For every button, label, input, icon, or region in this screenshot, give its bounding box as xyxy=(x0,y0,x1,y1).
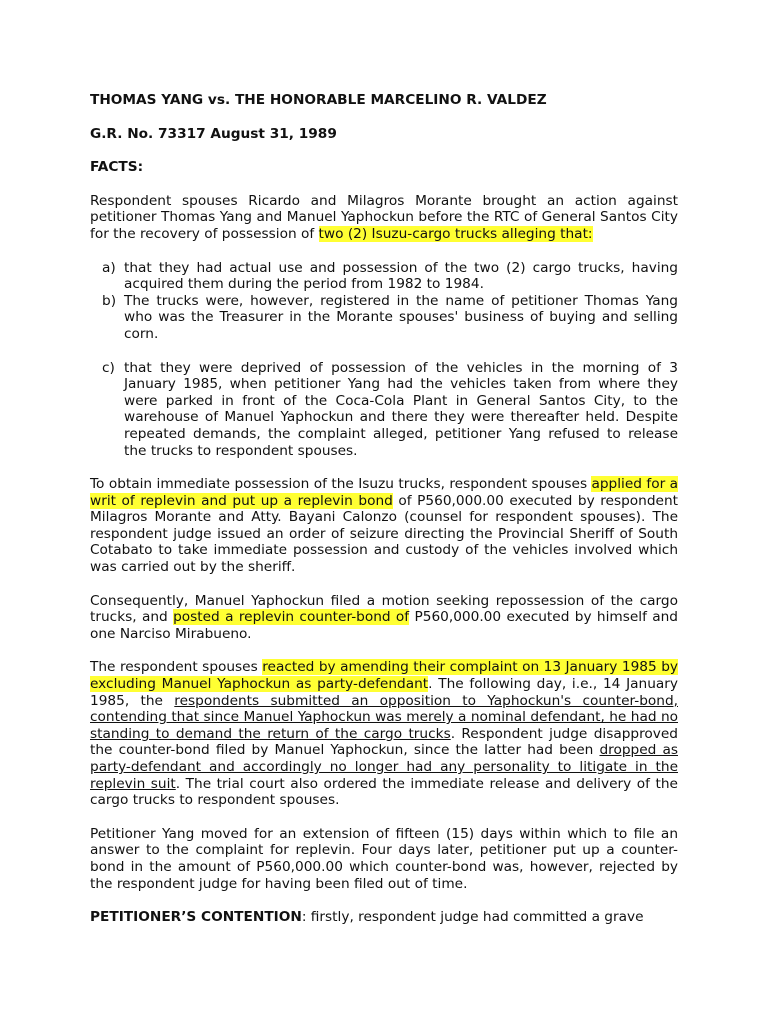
contention-label: PETITIONER’S CONTENTION xyxy=(90,909,302,926)
allegations-list-continued xyxy=(90,360,678,460)
petitioner-contention xyxy=(90,909,678,926)
contention-text: : firstly, respondent judge had committed a grave xyxy=(301,909,644,926)
p3-after: P560,000.00 executed by himself and one Narciso Mirabueno. xyxy=(90,609,678,642)
facts-paragraph-3 xyxy=(90,593,678,643)
list-marker-a: a) xyxy=(102,259,116,276)
list-item-a xyxy=(90,260,678,293)
allegations-list xyxy=(90,260,678,343)
list-text-b: The trucks were, however, registered in the name of petitioner Thomas Yang who was the Treasurer in the Morante spouses' business of buying and selling corn. xyxy=(124,292,678,342)
list-item-c xyxy=(90,360,678,460)
case-number: G.R. No. 73317 August 31, 1989 xyxy=(90,125,337,142)
p3-before: Consequently, Manuel Yaphockun filed a motion seeking repossession of the cargo trucks, and xyxy=(90,592,678,626)
p4-underline-1: respondents submitted an opposition to Yaphockun's counter-bond, contending that since Manuel Yaphockun was merely a nominal defendant, he had no standing to demand the return of the cargo trucks xyxy=(90,692,678,742)
p1-highlight: two (2) Isuzu-cargo trucks alleging that: xyxy=(318,225,593,242)
document-body xyxy=(90,92,678,926)
list-marker-c: c) xyxy=(102,359,115,376)
p2-highlight: applied for a writ of replevin and put up a replevin bond xyxy=(90,476,678,509)
list-text-c: that they were deprived of possession of the vehicles in the morning of 3 January 1985, when petitioner Yang had the vehicles taken from where they were parked in front of the Coca-Cola Plant in General Santos City, to the warehouse of Manuel Yaphockun and there they were thereafter held. Despite repeated demands, the complaint alleged, petitioner Yang refused to release the trucks to respondent spouses. xyxy=(124,359,678,459)
p4-before: The respondent spouses xyxy=(90,659,263,676)
case-title: THOMAS YANG vs. THE HONORABLE MARCELINO R. VALDEZ xyxy=(90,92,547,108)
p4-underline-2: dropped as party-defendant and accordingly no longer had any personality to litigate in the replevin suit xyxy=(90,742,678,792)
p2-before: To obtain immediate possession of the Isuzu trucks, respondent spouses xyxy=(90,476,592,493)
list-item-b xyxy=(90,293,678,343)
facts-paragraph-5: Petitioner Yang moved for an extension of fifteen (15) days within which to file an answer to the complaint for replevin. Four days later, petitioner put up a counter-bond in the amount of P560,000.00 which counter-bond was, however, rejected by the respondent judge for having been filed out of time. xyxy=(90,825,678,892)
p4-highlight: reacted by amending their complaint on 13 January 1985 by excluding Manuel Yaphockun as party-defendant xyxy=(90,659,678,693)
p3-highlight: posted a replevin counter-bond of xyxy=(173,609,410,626)
list-text-a: that they had actual use and possession of the two (2) cargo trucks, having acquired them during the period from 1982 to 1984. xyxy=(124,259,678,293)
p4-after: . The trial court also ordered the immediate release and delivery of the cargo trucks to respondent spouses. xyxy=(90,775,678,809)
facts-paragraph-4 xyxy=(90,659,678,808)
p1-text: Respondent spouses Ricardo and Milagros Morante brought an action against petitioner Thomas Yang and Manuel Yaphockun before the RTC of General Santos City for the recovery of possession of xyxy=(90,192,678,242)
facts-heading: FACTS: xyxy=(90,159,144,176)
facts-paragraph-1 xyxy=(90,193,678,243)
facts-paragraph-2 xyxy=(90,476,678,576)
p4-mid2: . Respondent judge disapproved the counter-bond filed by Manuel Yaphockun, since the latter had been xyxy=(90,725,678,759)
p4-mid1: . The following day, i.e., 14 January 1985, the xyxy=(90,676,678,709)
list-marker-b: b) xyxy=(102,292,117,309)
p2-after: of P560,000.00 executed by respondent Milagros Morante and Atty. Bayani Calonzo (counsel for respondent spouses). The respondent judge issued an order of seizure directing the Provincial Sheriff of South Cotabato to take immediate possession and custody of the vehicles involved which was carried out by the sheriff. xyxy=(90,492,678,576)
